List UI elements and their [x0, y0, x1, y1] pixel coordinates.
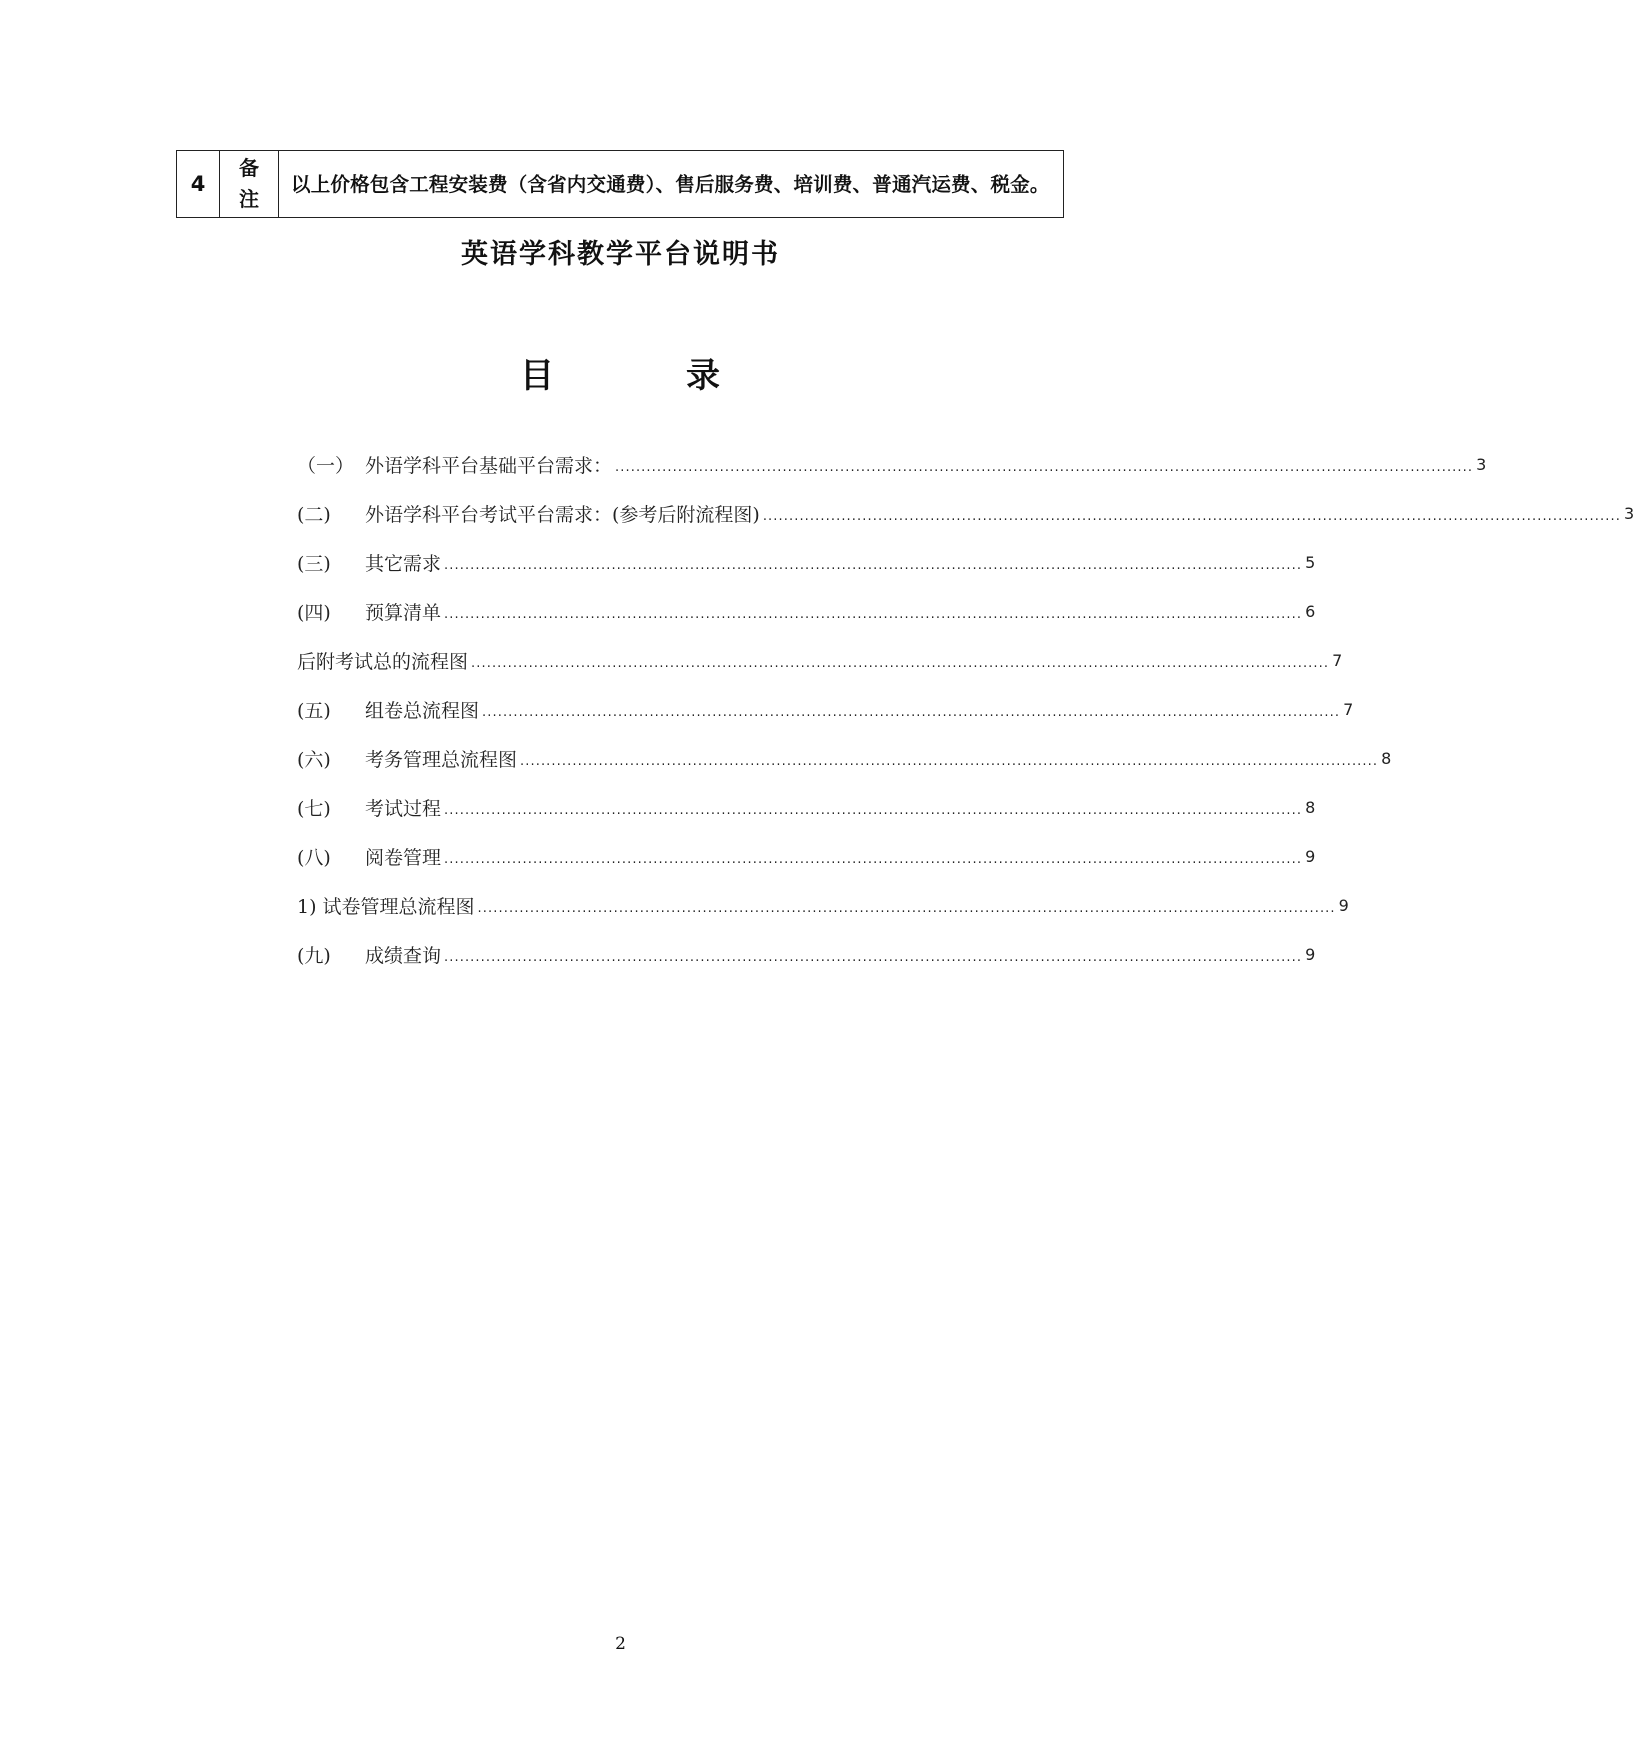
- page-number: 2: [615, 1634, 626, 1654]
- toc-entry-number: (九): [297, 945, 331, 967]
- toc-entry[interactable]: [297, 832, 1316, 881]
- toc-entry-page[interactable]: 7: [1332, 651, 1343, 670]
- toc-entry-title[interactable]: 阅卷管理: [365, 847, 442, 869]
- row-number: 4: [177, 151, 220, 218]
- toc-entry-page[interactable]: 8: [1305, 798, 1316, 817]
- toc-entry-page[interactable]: 7: [1343, 700, 1354, 719]
- toc-entry[interactable]: [297, 930, 1316, 979]
- toc-entry-number: (三): [297, 553, 331, 575]
- toc-leader-dots: ....................................................................................................................................................................: [444, 803, 1303, 818]
- toc-heading-char1: 目: [520, 356, 554, 396]
- toc-entry-number: （一）: [297, 455, 355, 477]
- remarks-text: 以上价格包含工程安装费（含省内交通费）、售后服务费、培训费、普通汽运费、税金。: [279, 151, 1064, 218]
- toc-entry[interactable]: [297, 685, 1354, 734]
- toc-entry-title[interactable]: 外语学科平台考试平台需求：(参考后附流程图): [365, 504, 760, 526]
- toc-entry[interactable]: [297, 881, 1349, 930]
- toc-leader-dots: ....................................................................................................................................................................: [520, 754, 1379, 769]
- toc-entry[interactable]: [297, 636, 1343, 685]
- toc-leader-dots: ....................................................................................................................................................................: [444, 607, 1303, 622]
- toc-entry[interactable]: [297, 783, 1316, 832]
- toc-entry-number: (四): [297, 602, 331, 624]
- toc-entry-page[interactable]: 8: [1381, 749, 1392, 768]
- toc-leader-dots: ....................................................................................................................................................................: [471, 656, 1330, 671]
- toc-leader-dots: ....................................................................................................................................................................: [444, 950, 1303, 965]
- toc-entry-title[interactable]: 考试过程: [365, 798, 442, 820]
- toc-entry-title[interactable]: 外语学科平台基础平台需求：: [365, 455, 613, 477]
- toc-entry-page[interactable]: 9: [1305, 945, 1316, 964]
- toc-leader-dots: ....................................................................................................................................................................: [477, 901, 1336, 916]
- remarks-label-line1: 备: [239, 156, 259, 180]
- toc-entry-page[interactable]: 3: [1623, 504, 1634, 523]
- toc-entry[interactable]: [297, 440, 1487, 489]
- toc-entry-title[interactable]: 考务管理总流程图: [365, 749, 518, 771]
- toc-entry-title[interactable]: 成绩查询: [365, 945, 442, 967]
- table-of-contents: [297, 440, 1634, 979]
- table-row: [177, 151, 1064, 218]
- toc-leader-dots: ....................................................................................................................................................................: [615, 460, 1474, 475]
- toc-entry-page[interactable]: 6: [1305, 602, 1316, 621]
- toc-entry[interactable]: [297, 489, 1634, 538]
- toc-entry-page[interactable]: 9: [1338, 896, 1349, 915]
- toc-entry-number: (六): [297, 749, 331, 771]
- toc-heading-char2: 录: [686, 356, 720, 396]
- toc-entry-title[interactable]: 1) 试卷管理总流程图: [297, 896, 475, 918]
- toc-leader-dots: ....................................................................................................................................................................: [444, 852, 1303, 867]
- toc-entry-number: (五): [297, 700, 331, 722]
- toc-entry-number: (二): [297, 504, 331, 526]
- toc-entry-number: (八): [297, 847, 331, 869]
- toc-entry[interactable]: [297, 734, 1392, 783]
- toc-leader-dots: ....................................................................................................................................................................: [762, 509, 1621, 524]
- toc-entry[interactable]: [297, 587, 1316, 636]
- toc-leader-dots: ....................................................................................................................................................................: [482, 705, 1341, 720]
- remarks-label-line2: 注: [239, 187, 259, 211]
- toc-entry[interactable]: [297, 538, 1316, 587]
- toc-entry-page[interactable]: 5: [1305, 553, 1316, 572]
- toc-entry-title[interactable]: 预算清单: [365, 602, 442, 624]
- toc-entry-title[interactable]: 后附考试总的流程图: [297, 651, 469, 673]
- toc-entry-title[interactable]: 其它需求: [365, 553, 442, 575]
- remarks-label: [220, 151, 279, 218]
- toc-entry-title[interactable]: 组卷总流程图: [365, 700, 480, 722]
- toc-entry-number: (七): [297, 798, 331, 820]
- toc-leader-dots: ....................................................................................................................................................................: [444, 558, 1303, 573]
- toc-entry-page[interactable]: 3: [1476, 455, 1487, 474]
- toc-entry-page[interactable]: 9: [1305, 847, 1316, 866]
- remarks-table: [176, 150, 1064, 218]
- document-title: 英语学科教学平台说明书: [461, 239, 780, 270]
